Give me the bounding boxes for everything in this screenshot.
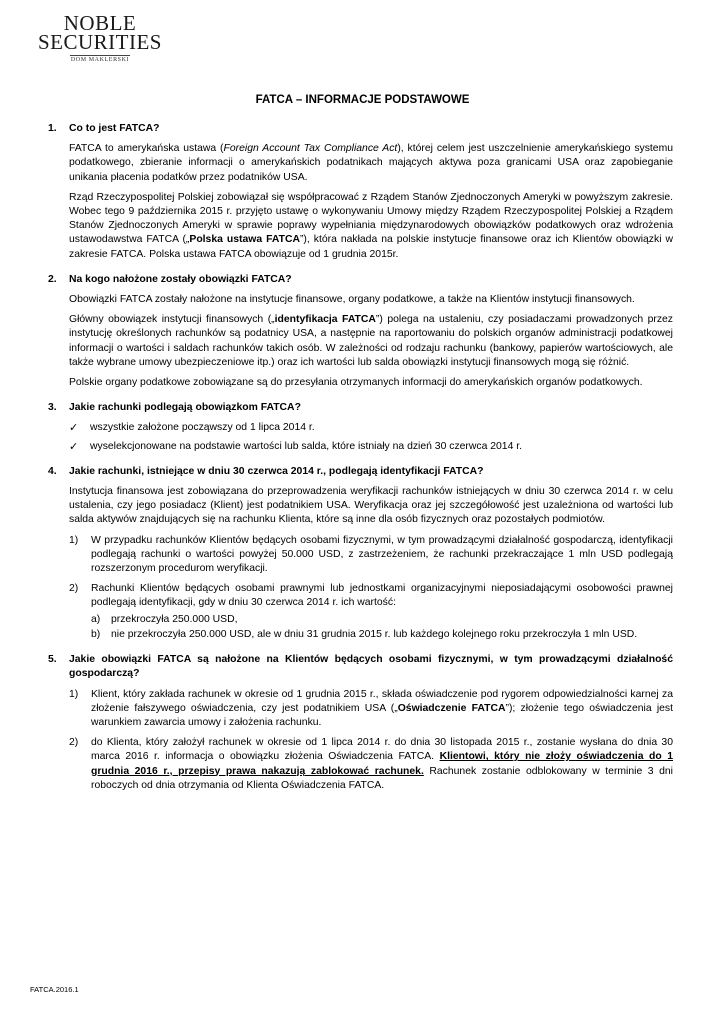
section-heading xyxy=(48,465,673,479)
paragraph: Instytucja finansowa jest zobowiązana do przeprowadzenia weryfikacji rachunków istniejących w dniu 30 czerwca 2014 r. w celu ustalenia, czy jego posiadacz (Klient) jest podatnikiem USA. Weryfikacja oraz jej szczegółowość jest uzależniona od wartości lub salda aktywów znajdujących się na rachunku Klienta, które są inne dla osób fizycznych oraz pozostałych podmiotów. xyxy=(69,486,673,526)
blocking-warning: Klientowi, który nie złoży oświadczenia do 1 grudnia 2016 r., przepisy prawa nakazują zablokować rachunek. xyxy=(91,751,673,777)
section-number: 3. xyxy=(48,402,57,414)
item-number: 1) xyxy=(69,534,79,546)
section-question: Jakie rachunki, istniejące w dniu 30 czerwca 2014 r., podlegają identyfikacji FATCA? xyxy=(69,465,484,477)
section-question: Jakie obowiązki FATCA są nałożone na Klientów będących osobami fizycznymi, w tym prowadzącymi działalność gospodarczą? xyxy=(69,654,673,680)
numbered-item xyxy=(69,582,673,610)
item-number: 2) xyxy=(69,583,79,595)
section-heading xyxy=(48,653,673,681)
logo-line-1: NOBLE xyxy=(63,11,137,35)
item-text: Rachunki Klientów będących osobami prawnymi lub jednostkami organizacyjnymi nieposiadającymi osobowości prawnej podlegają identyfikacji, gdy w dniu 30 czerwca 2014 r. ich wartość: xyxy=(91,583,673,609)
section-1 xyxy=(48,122,673,262)
item-text: do Klienta, który założył rachunek w okresie od 1 lipca 2014 r. do dnia 30 listopada 2015 r., zostanie wysłana do dnia 30 marca 2016 r. informacja o obowiązku złożenia Oświadczenia FATCA. Klientowi, który nie złoży oświadczenia do 1 grudnia 2016 r., przepisy prawa nakazują zablokować rachunek. Rachunek zostanie odblokowany w terminie 3 dni roboczych od dnia otrzymania od Klienta Oświadczenia FATCA. xyxy=(91,737,673,791)
section-3 xyxy=(48,401,673,454)
list-item xyxy=(69,440,673,454)
numbered-item xyxy=(69,688,673,731)
list-item-text: wszystkie założone począwszy od 1 lipca 2014 r. xyxy=(90,422,315,434)
section-heading xyxy=(48,122,673,136)
section-question: Co to jest FATCA? xyxy=(69,123,160,134)
section-number: 4. xyxy=(48,465,57,477)
section-question: Na kogo nałożone zostały obowiązki FATCA? xyxy=(69,273,292,285)
section-4 xyxy=(48,465,673,642)
emphasis: Foreign Account Tax Compliance Act xyxy=(223,143,398,155)
company-logo xyxy=(30,11,170,63)
lettered-item xyxy=(91,613,673,627)
numbered-item xyxy=(69,534,673,577)
paragraph: Rząd Rzeczypospolitej Polskiej zobowiązał się współpracować z Rządem Stanów Zjednoczonych Ameryki w powyższym zakresie. Wobec tego 9 października 2015 r. przyjęto ustawę o wykonywaniu Umowy między Rządem Rzeczypospolitej Polskiej a Rządem Stanów Zjednoczonych Ameryki w sprawie poprawy wypełniania międzynarodowych obowiązków podatkowych oraz wdrożenia ustawodawstwa FATCA („Polska ustawa FATCA”), która nakłada na polskie instytucje finansowe oraz ich Klientów obowiązki w zakresie FATCA. Polska ustawa FATCA obowiązuje od 1 grudnia 2015r. xyxy=(69,191,673,260)
section-2 xyxy=(48,273,673,390)
section-heading xyxy=(48,273,673,287)
paragraph: Główny obowiązek instytucji finansowych („identyfikacja FATCA”) polega na ustaleniu, czy posiadaczami prowadzonych przez instytucję określonych rachunków są podatnicy USA, a następnie na raportowaniu do polskich organów administracji podatkowej informacji o wartości i saldach rachunków takich osób. W zależności od rodzaju rachunku (bankowy, papierów wartościowych, ale także wybrane umowy ubezpieczeniowe itp.) oraz ich wartości lub salda obowiązki instytucji finansowych mogą się różnić. xyxy=(69,314,673,368)
logo-line-2: SECURITIES xyxy=(37,30,162,54)
list-item xyxy=(69,421,673,435)
item-text: W przypadku rachunków Klientów będących osobami fizycznymi, w tym prowadzącymi działalność gospodarczą, identyfikacji podlegają rachunki o wartości powyżej 50.000 USD, z zastrzeżeniem, że rachunki przekraczające 1 mln USD podlegają rozszerzonym procedurom weryfikacji. xyxy=(91,534,673,575)
page-title: FATCA – INFORMACJE PODSTAWOWE xyxy=(255,94,470,106)
logo-line-3: DOM MAKLERSKI xyxy=(70,57,130,63)
paragraph: Polskie organy podatkowe zobowiązane są do przesyłania otrzymanych informacji do amerykańskich organów podatkowych. xyxy=(69,377,643,389)
section-number: 2. xyxy=(48,273,57,285)
numbered-item xyxy=(69,736,673,793)
item-number: 2) xyxy=(69,737,79,749)
document-code: FATCA.2016.1 xyxy=(30,985,79,994)
bold-term: identyfikacja FATCA xyxy=(274,314,376,326)
section-number: 5. xyxy=(48,654,57,666)
item-text: Klient, który zakłada rachunek w okresie od 1 grudnia 2015 r., składa oświadczenie pod rygorem odpowiedzialności karnej za złożenie fałszywego oświadczenia, czy jest podatnikiem USA („Oświadczenie FATCA”); złożenie tego oświadczenia jest warunkiem zawarcia umowy i założenia rachunku. xyxy=(91,688,674,728)
section-question: Jakie rachunki podlegają obowiązkom FATCA? xyxy=(69,402,301,414)
list-item-text: wyselekcjonowane na podstawie wartości lub salda, które istniały na dzień 30 czerwca 2014 r. xyxy=(90,440,523,452)
item-number: 1) xyxy=(69,688,79,700)
lettered-item xyxy=(91,628,673,642)
item-text: nie przekroczyła 250.000 USD, ale w dniu 31 grudnia 2015 r. lub każdego kolejnego roku przekroczyła 1 mln USD. xyxy=(111,628,638,640)
bold-term: Polska ustawa FATCA xyxy=(189,234,300,246)
item-letter: b) xyxy=(91,628,101,640)
section-number: 1. xyxy=(48,123,57,134)
paragraph: Obowiązki FATCA zostały nałożone na instytucje finansowe, organy podatkowe, a także na Klientów instytucji finansowych. xyxy=(69,294,635,306)
section-heading xyxy=(48,401,673,415)
document-body xyxy=(48,122,673,804)
section-5 xyxy=(48,653,673,793)
bold-term: Oświadczenie FATCA xyxy=(397,702,506,714)
checkmark-icon: ✓ xyxy=(69,440,79,453)
item-letter: a) xyxy=(91,613,101,625)
paragraph: FATCA to amerykańska ustawa (Foreign Account Tax Compliance Act), której celem jest uszczelnienie amerykańskiego systemu podatkowego, zbieranie informacji o amerykańskich podatnikach mających aktywa poza granicami USA oraz zapobieganie unikania płacenia podatków przez podatników USA. xyxy=(69,143,674,183)
item-text: przekroczyła 250.000 USD, xyxy=(111,613,238,625)
checkmark-icon: ✓ xyxy=(69,422,79,435)
